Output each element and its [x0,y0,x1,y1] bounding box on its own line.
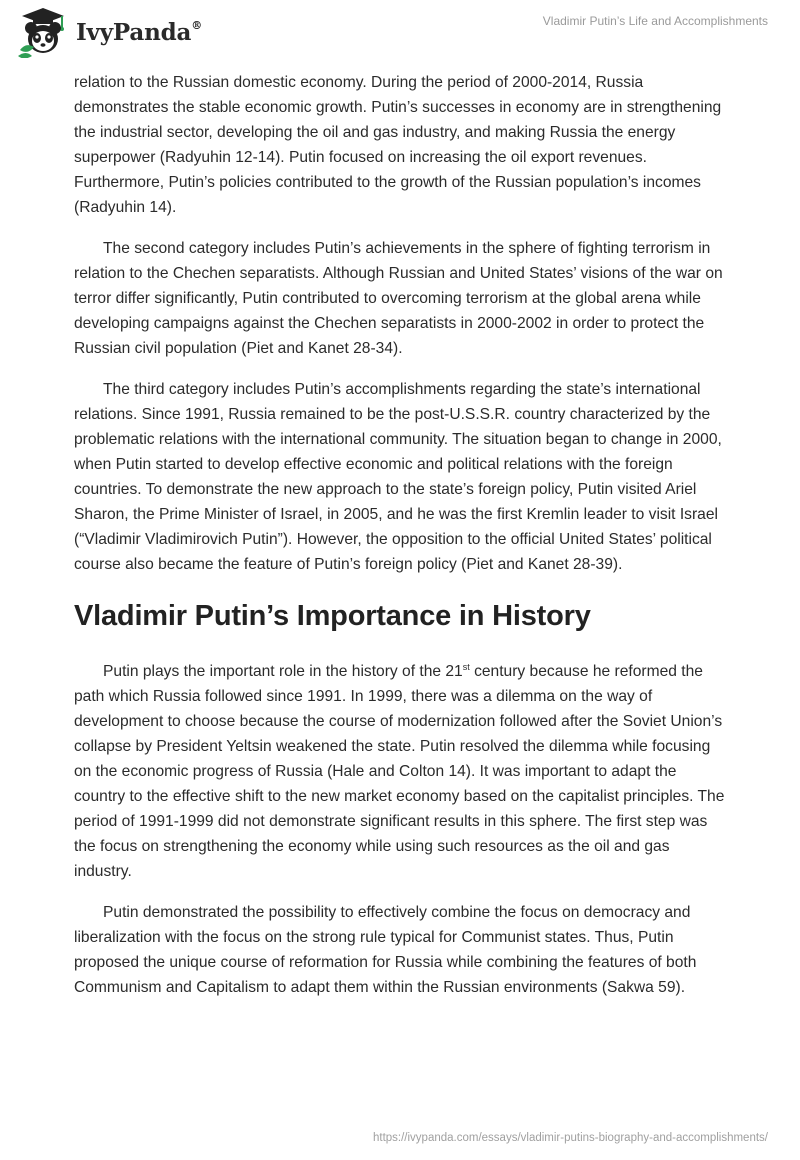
paragraph-3: The third category includes Putin’s accomplishments regarding the state’s international relations. Since 1991, Russia remained to be the post-U.S.S.R. country characterized by the problematic relations with the international community. The situation began to change in 2000, when Putin started to develop effective economic and political relations with the foreign countries. To demonstrate the new approach to the state’s foreign policy, Putin visited Ariel Sharon, the Prime Minister of Israel, in 2005, and he was the first Kremlin leader to visit Israel (“Vladimir Vladimirovich Putin”). However, the opposition to the official United States’ political course also became the feature of Putin’s foreign policy (Piet and Kanet 28-39). [74,381,722,573]
paragraph-4 [74,659,728,884]
ordinal-suffix: st [462,661,470,672]
essay-content [74,70,728,1016]
paragraph-5: Putin demonstrated the possibility to effectively combine the focus on democracy and liberalization with the focus on the strong rule typical for Communist states. Thus, Putin proposed the unique course of reformation for Russia while combining the features of both Communism and Capitalism to adapt them within the Russian environments (Sakwa 59). [74,904,697,996]
source-url-link[interactable]: https://ivypanda.com/essays/vladimir-putins-biography-and-accomplishments/ [372,1132,768,1144]
ivypanda-logo[interactable] [14,6,202,58]
paragraph-4-rest: century because he reformed the path which Russia followed since 1991. In 1999, there was a dilemma on the way of development to choose because the course of modernization followed after the Soviet Union’s collapse by President Yeltsin weakened the state. Putin resolved the dilemma while focusing on the economic progress of Russia (Hale and Colton 14). It was important to adapt the country to the effective shift to the new market economy based on the capitalist principles. The period of 1991-1999 did not demonstrate significant results in this sphere. The first step was the focus on strengthening the economy while using such resources as the oil and gas industry. [74,663,725,880]
section-heading: Vladimir Putin’s Importance in History [74,600,591,632]
paragraph-2: The second category includes Putin’s achievements in the sphere of fighting terrorism in relation to the Chechen separatists. Although Russian and United States’ visions of the war on terror differ significantly, Putin contributed to overcoming terrorism at the global arena while developing campaigns against the Chechen separatists in 2000-2002 in order to protect the Russian civil population (Piet and Kanet 28-34). [74,240,723,357]
panda-graduate-icon [14,6,72,58]
paragraph-1: relation to the Russian domestic economy. During the period of 2000-2014, Russia demonstrates the stable economic growth. Putin’s successes in economy are in strengthening the industrial sector, developing the oil and gas industry, and making Russia the energy superpower (Radyuhin 12-14). Putin focused on increasing the oil export revenues. Furthermore, Putin’s policies contributed to the growth of the Russian population’s incomes (Radyuhin 14). [74,74,722,216]
document-title: Vladimir Putin’s Life and Accomplishments [542,14,768,28]
paragraph-4-start: Putin plays the important role in the history of the 21 [103,663,463,680]
brand-name: IvyPanda® [76,18,202,46]
page-header [0,0,800,70]
